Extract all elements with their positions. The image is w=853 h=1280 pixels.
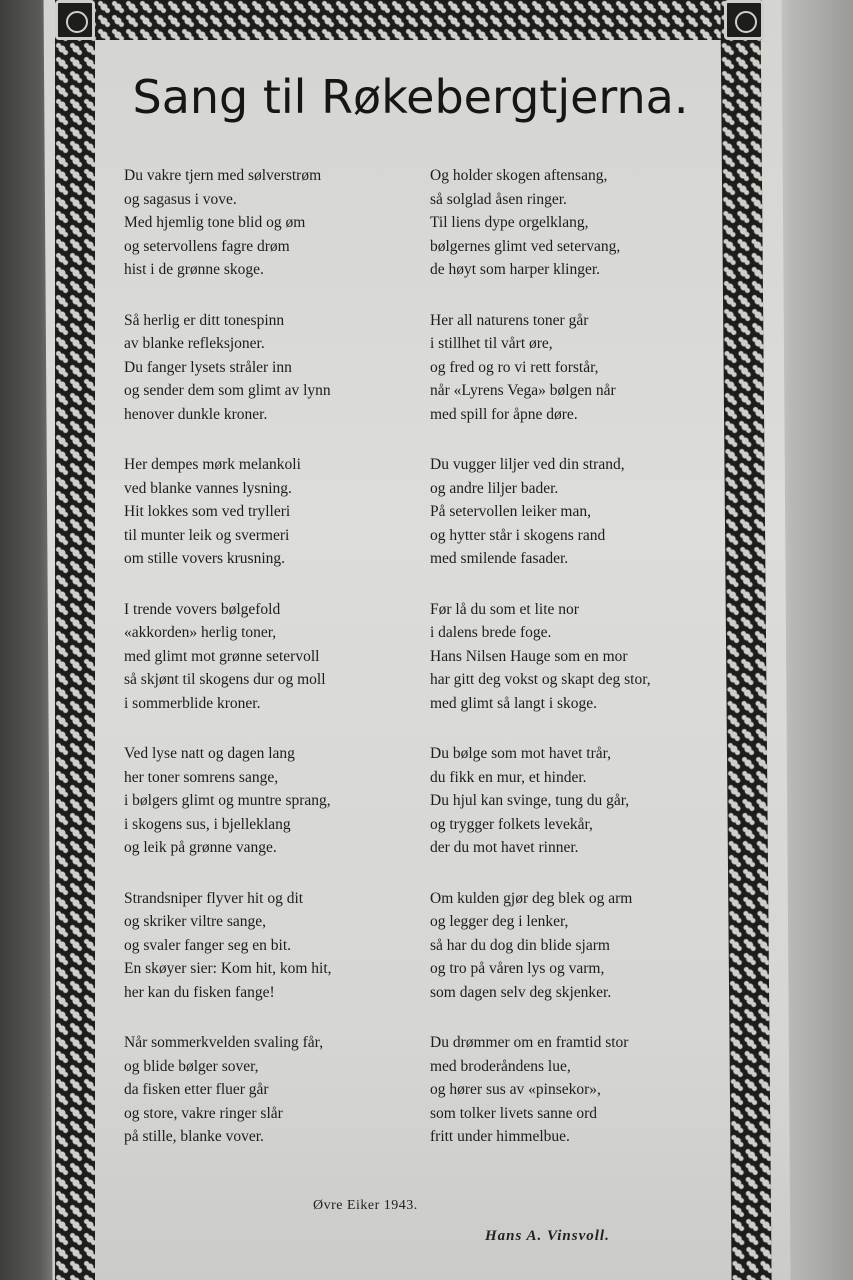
place-and-year: Øvre Eiker 1943. <box>313 1198 418 1213</box>
poem-line: Du bølge som mot havet trår, <box>430 745 612 762</box>
poem-line: så skjønt til skogens dur og moll <box>124 671 326 688</box>
poem-line: så har du dog din blide sjarm <box>430 936 610 954</box>
poem-line: bølgernes glimt ved setervang, <box>430 237 621 255</box>
poem-stanza <box>430 164 730 282</box>
poem-line: En skøyer sier: Kom hit, kom hit, <box>124 960 332 977</box>
poem-stanza <box>430 1031 730 1149</box>
author-signature: Hans A. Vinsvoll. <box>485 1228 610 1244</box>
ornament-corner-top-left <box>55 0 95 40</box>
poem-line: Så herlig er ditt tonespinn <box>124 311 285 329</box>
ornamental-border-left <box>55 0 95 1280</box>
poem-line: Du vakre tjern med sølverstrøm <box>124 167 322 184</box>
poem-line: Når sommerkvelden svaling får, <box>124 1034 324 1051</box>
poem-line: Du fanger lysets stråler inn <box>124 358 292 376</box>
poem-stanza <box>430 742 730 860</box>
poem-line: de høyt som harper klinger. <box>430 261 601 278</box>
poem-line: På setervollen leiker man, <box>430 503 591 520</box>
poem-line: og skriker viltre sange, <box>124 913 267 930</box>
poem-line: i dalens brede foge. <box>430 624 552 641</box>
poem-line: så solglad åsen ringer. <box>430 190 567 208</box>
poem-stanza <box>124 598 424 716</box>
poem-line: Strandsniper flyver hit og dit <box>124 889 304 907</box>
poem-line: her toner somrens sange, <box>124 768 279 786</box>
poem-column-left <box>124 164 424 1176</box>
ornamental-border-top <box>55 0 762 40</box>
poem-line: Med hjemlig tone blid og øm <box>124 214 306 231</box>
poem-line: du fikk en mur, et hinder. <box>430 768 587 786</box>
poem-line: og andre liljer bader. <box>430 479 559 497</box>
poem-stanza <box>124 887 424 1005</box>
poem-line: «akkorden» herlig toner, <box>124 624 277 641</box>
poem-stanza <box>124 309 424 427</box>
poem-line: fritt under himmelbue. <box>430 1128 570 1145</box>
poem-stanza <box>430 598 730 716</box>
poem-line: her kan du fisken fange! <box>124 983 275 1001</box>
poem-line: da fisken etter fluer går <box>124 1081 269 1098</box>
poem-line: Før lå du som et lite nor <box>430 600 579 618</box>
poem-stanza <box>124 453 424 571</box>
poem-line: hist i de grønne skoge. <box>124 261 264 278</box>
poem-line: har gitt deg vokst og skapt deg stor, <box>430 671 651 688</box>
poem-line: og store, vakre ringer slår <box>124 1104 283 1122</box>
poem-line: i bølgers glimt og muntre sprang, <box>124 792 331 809</box>
poem-line: på stille, blanke vover. <box>124 1128 264 1145</box>
poem-line: med spill for åpne døre. <box>430 405 578 423</box>
poem-line: og hører sus av «pinsekor», <box>430 1081 601 1098</box>
poem-line: og leik på grønne vange. <box>124 839 277 856</box>
poem-line: med broderåndens lue, <box>430 1057 571 1075</box>
poem-line: der du mot havet rinner. <box>430 839 579 856</box>
poem-line: og legger deg i lenker, <box>430 913 569 930</box>
poem-line: Du vugger liljer ved din strand, <box>430 456 625 473</box>
poem-line: og sender dem som glimt av lynn <box>124 382 331 399</box>
poem-line: I trende vovers bølgefold <box>124 600 281 618</box>
poem-line: av blanke refleksjoner. <box>124 335 265 352</box>
poem-line: Du drømmer om en framtid stor <box>430 1034 629 1051</box>
poem-line: Og holder skogen aftensang, <box>430 167 608 184</box>
poem-line: og trygger folkets levekår, <box>430 815 593 833</box>
poem-line: om stille vovers krusning. <box>124 550 286 567</box>
poem-line: Du hjul kan svinge, tung du går, <box>430 792 630 809</box>
poem-line: når «Lyrens Vega» bølgen når <box>430 382 616 399</box>
poem-line: Hans Nilsen Hauge som en mor <box>430 647 628 665</box>
poem-stanza <box>430 453 730 571</box>
poem-stanza <box>430 309 730 427</box>
poem-line: og hytter står i skogens rand <box>430 526 606 544</box>
poem-line: og tro på våren lys og varm, <box>430 960 605 977</box>
ornament-corner-top-right <box>724 0 764 40</box>
poem-stanza <box>124 1031 424 1149</box>
poem-line: i sommerblide kroner. <box>124 694 261 712</box>
poem-line: ved blanke vannes lysning. <box>124 479 292 497</box>
poem-line: Om kulden gjør deg blek og arm <box>430 889 633 907</box>
poem-line: og sagasus i vove. <box>124 190 237 208</box>
poem-stanza <box>430 887 730 1005</box>
poem-line: Ved lyse natt og dagen lang <box>124 745 295 762</box>
poem-line: som dagen selv deg skjenker. <box>430 983 612 1001</box>
poem-line: og blide bølger sover, <box>124 1057 259 1075</box>
poem-line: Her all naturens toner går <box>430 311 589 329</box>
poem-line: med glimt mot grønne setervoll <box>124 647 320 665</box>
poem-line: henover dunkle kroner. <box>124 405 268 423</box>
poem-line: og fred og ro vi rett forstår, <box>430 358 599 376</box>
poem-line: til munter leik og svermeri <box>124 526 290 544</box>
poem-line: Til liens dype orgelklang, <box>430 214 589 231</box>
poem-line: i stillhet til vårt øre, <box>430 335 553 352</box>
poem-line: med glimt så langt i skoge. <box>430 694 598 712</box>
poem-stanza <box>124 742 424 860</box>
poem-column-right <box>430 164 730 1176</box>
poem-line: og setervollens fagre drøm <box>124 237 290 255</box>
poem-title: Sang til Røkebergtjerna. <box>132 70 689 124</box>
poem-line: med smilende fasader. <box>430 550 569 567</box>
poem-line: Her dempes mørk melankoli <box>124 456 301 473</box>
poem-page <box>95 40 726 1280</box>
poem-line: Hit lokkes som ved trylleri <box>124 503 291 520</box>
poem-line: som tolker livets sanne ord <box>430 1104 598 1122</box>
poem-stanza <box>124 164 424 282</box>
poem-line: i skogens sus, i bjelleklang <box>124 815 291 833</box>
poem-line: og svaler fanger seg en bit. <box>124 936 291 954</box>
